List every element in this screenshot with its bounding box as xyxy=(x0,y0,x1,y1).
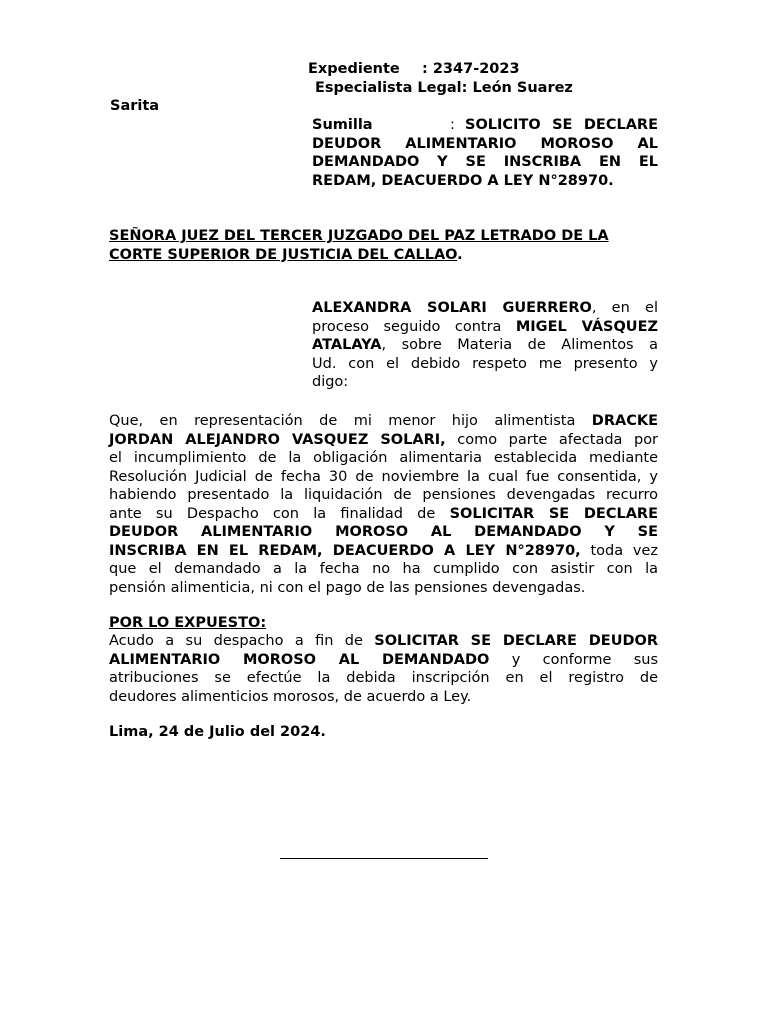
body-paragraph xyxy=(109,412,658,597)
expediente-label: Expediente xyxy=(308,61,400,77)
body-text: ante su Despacho con la finalidad de xyxy=(109,505,436,522)
body-line xyxy=(109,542,658,561)
body-line: el incumplimiento de la obligación alimentaria establecida mediante xyxy=(109,450,658,466)
defendant-name: MIGEL VÁSQUEZ xyxy=(515,318,658,335)
sumilla-line: DEUDOR ALIMENTARIO MOROSO AL xyxy=(312,135,658,152)
body-text: toda vez xyxy=(590,542,659,559)
body-text: como parte afectada por xyxy=(457,431,659,448)
body-line xyxy=(109,505,658,524)
body-line: Resolución Judicial de fecha 30 de noviembre la cual fue consentida, y xyxy=(109,468,658,485)
expuesto-line: deudores alimenticios morosos, de acuerdo a Ley. xyxy=(109,688,472,705)
sumilla-line: DEMANDADO Y SE INSCRIBA EN EL xyxy=(312,154,658,170)
intro-line xyxy=(312,318,658,337)
defendant-surname: ATALAYA xyxy=(312,337,382,353)
intro-text: , en el xyxy=(591,300,658,316)
addressee xyxy=(109,227,669,264)
expuesto-line xyxy=(109,632,658,651)
addressee-period: . xyxy=(457,246,463,263)
sumilla-line: SOLICITO SE DECLARE xyxy=(465,117,658,133)
expuesto-line xyxy=(109,651,658,670)
especialista-surname-line: Sarita xyxy=(110,98,160,114)
expuesto-paragraph xyxy=(109,632,658,706)
addressee-line-2 xyxy=(109,246,669,265)
sumilla-text xyxy=(312,116,658,190)
body-line: que el demandado a la fecha no ha cumplido con asistir con la xyxy=(109,561,658,577)
body-line xyxy=(109,431,658,450)
intro-line: digo: xyxy=(312,374,349,390)
sumilla-line: REDAM, DEACUERDO A LEY N°28970. xyxy=(312,172,614,189)
body-text: Que, en representación de mi menor hijo alimentista xyxy=(109,413,576,429)
request-text: ALIMENTARIO MOROSO AL DEMANDADO xyxy=(109,651,490,668)
intro-text: , sobre Materia de Alimentos a xyxy=(381,337,658,353)
request-text: SOLICITAR SE DECLARE DEUDOR xyxy=(374,633,658,649)
expuesto-text: y conforme sus xyxy=(511,651,658,668)
child-name: JORDAN ALEJANDRO VASQUEZ SOLARI, xyxy=(109,431,446,448)
expuesto-line: atribuciones se efectúe la debida inscripción en el registro de xyxy=(109,670,658,686)
addressee-line: SEÑORA JUEZ DEL TERCER JUZGADO DEL PAZ LETRADO DE LA xyxy=(109,228,609,244)
body-line: pensión alimenticia, ni con el pago de las pensiones devengadas. xyxy=(109,579,586,596)
addressee-court: CORTE SUPERIOR DE JUSTICIA DEL CALLAO xyxy=(109,246,458,263)
body-line xyxy=(109,412,658,431)
sumilla-colon: : xyxy=(450,117,455,133)
plaintiff-name: ALEXANDRA SOLARI GUERRERO xyxy=(312,300,592,316)
intro-line: Ud. con el debido respeto me presento y xyxy=(312,355,658,372)
request-text: SOLICITAR SE DECLARE xyxy=(449,505,658,522)
intro-line xyxy=(312,336,658,355)
por-lo-expuesto-heading: POR LO EXPUESTO: xyxy=(109,615,267,631)
document-date: Lima, 24 de Julio del 2024. xyxy=(109,724,326,740)
intro-line xyxy=(312,299,658,318)
body-line: habiendo presentado la liquidación de pensiones devengadas recurro xyxy=(109,487,658,503)
child-name: DRACKE xyxy=(591,413,659,429)
body-line: DEUDOR ALIMENTARIO MOROSO AL DEMANDADO Y SE xyxy=(109,524,658,540)
expediente-number: : 2347-2023 xyxy=(422,61,520,77)
expuesto-text: Acudo a su despacho a fin de xyxy=(109,633,363,649)
sumilla-label: Sumilla xyxy=(312,117,373,133)
request-text: INSCRIBA EN EL REDAM, DEACUERDO A LEY N°28970, xyxy=(109,542,581,559)
intro-paragraph xyxy=(312,299,658,392)
signature-line xyxy=(280,858,488,859)
especialista-legal: Especialista Legal: León Suarez xyxy=(315,80,573,96)
intro-text: proceso seguido contra xyxy=(312,318,502,335)
